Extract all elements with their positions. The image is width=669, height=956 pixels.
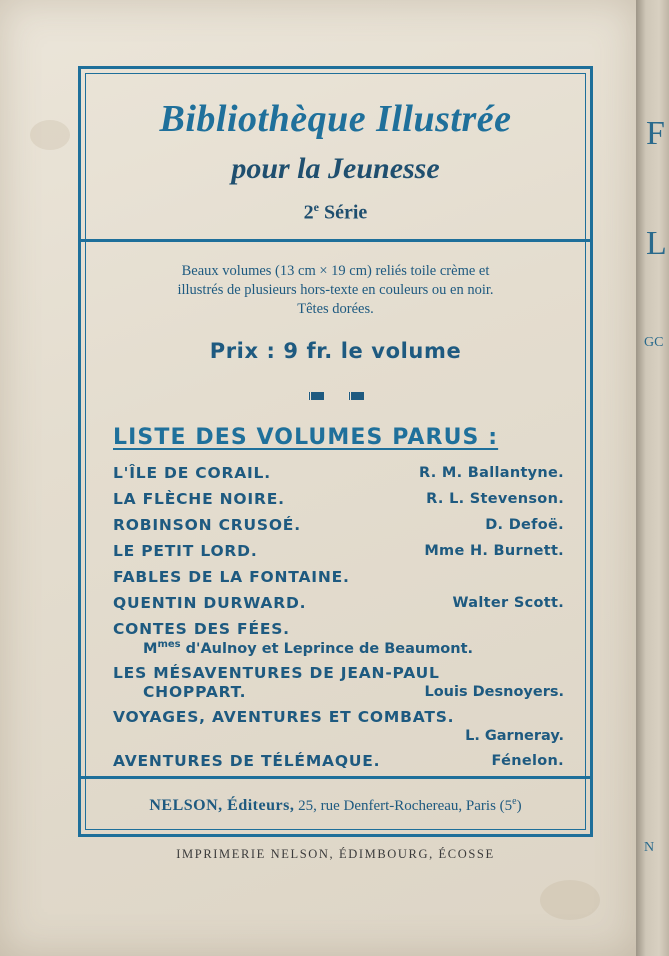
- footer-divider: [81, 776, 590, 779]
- description-line: illustrés de plusieurs hors-texte en couleurs ou en noir.: [177, 282, 494, 298]
- volume-author: R. M. Ballantyne.: [418, 465, 564, 481]
- catalog-header: [81, 69, 590, 243]
- ornament-block: [308, 392, 324, 400]
- volume-title: L'ÎLE DE CORAIL.: [113, 464, 271, 482]
- list-item: [113, 708, 564, 752]
- author-prefix: M: [143, 640, 158, 657]
- spine-letter: N: [644, 840, 655, 855]
- volume-author: R. L. Stevenson.: [426, 491, 564, 507]
- header-divider: [81, 239, 590, 242]
- volume-title: QUENTIN DURWARD.: [113, 594, 307, 612]
- volume-title: LE PETIT LORD.: [113, 542, 258, 560]
- volume-author: L. Garneray.: [465, 728, 564, 744]
- list-title: LISTE DES VOLUMES PARUS :: [113, 425, 499, 450]
- list-item: [113, 516, 564, 542]
- description-line: Têtes dorées.: [297, 301, 374, 317]
- serie-number: 2: [303, 201, 314, 224]
- catalog-frame: [78, 66, 593, 837]
- author-sup: mes: [157, 639, 181, 650]
- series-subtitle: pour la Jeunesse: [231, 152, 440, 185]
- address-end: ): [516, 798, 522, 814]
- list-item: [113, 594, 564, 620]
- ornament: [81, 387, 590, 405]
- volume-title-continued: CHOPPART.: [143, 683, 247, 701]
- book-spine: [636, 0, 669, 956]
- address-sup: e: [512, 796, 517, 807]
- volume-author: D. Defoë.: [485, 517, 564, 533]
- spine-letter: GC: [644, 335, 664, 350]
- serie-word: Série: [319, 201, 368, 224]
- volume-author: Louis Desnoyers.: [424, 684, 564, 700]
- volume-title: LA FLÈCHE NOIRE.: [113, 490, 285, 508]
- list-item: [113, 752, 564, 778]
- volume-author: [143, 639, 473, 657]
- spine-letter: L: [646, 225, 667, 262]
- volume-author: Walter Scott.: [452, 595, 564, 611]
- volume-title: LES MÉSAVENTURES DE JEAN-PAUL: [113, 664, 440, 682]
- volume-list: [113, 464, 564, 778]
- list-item: [113, 542, 564, 568]
- publisher-name: NELSON, Éditeurs,: [149, 797, 295, 814]
- volume-author: Fénelon.: [491, 753, 564, 769]
- volume-title: ROBINSON CRUSOÉ.: [113, 516, 301, 534]
- ornament-block: [348, 392, 364, 400]
- volume-author: Mme H. Burnett.: [424, 543, 564, 559]
- price: Prix : 9 fr. le volume: [209, 339, 462, 363]
- printer-imprint: IMPRIMERIE NELSON, ÉDIMBOURG, ÉCOSSE: [176, 847, 495, 861]
- list-item: [113, 664, 564, 708]
- description: [101, 262, 570, 319]
- volume-title: AVENTURES DE TÉLÉMAQUE.: [113, 752, 381, 770]
- volume-title: CONTES DES FÉES.: [113, 620, 290, 638]
- publisher-line: [81, 796, 590, 815]
- serie-sup: e: [313, 200, 319, 214]
- list-item: [113, 490, 564, 516]
- series-number: [81, 200, 590, 225]
- paper-stain: [540, 880, 600, 920]
- list-item: [113, 464, 564, 490]
- description-line: Beaux volumes (13 cm × 19 cm) reliés toile crème et: [181, 263, 490, 279]
- author-rest: d'Aulnoy et Leprince de Beaumont.: [180, 640, 474, 657]
- publisher-address: 25, rue Denfert-Rochereau, Paris (5: [294, 798, 513, 814]
- volume-title: VOYAGES, AVENTURES ET COMBATS.: [113, 708, 455, 726]
- series-title: Bibliothèque Illustrée: [159, 98, 512, 140]
- list-item: [113, 620, 564, 664]
- spine-letter: F: [646, 115, 665, 152]
- list-item: [113, 568, 564, 594]
- paper-stain: [30, 120, 70, 150]
- volume-title: FABLES DE LA FONTAINE.: [113, 568, 350, 586]
